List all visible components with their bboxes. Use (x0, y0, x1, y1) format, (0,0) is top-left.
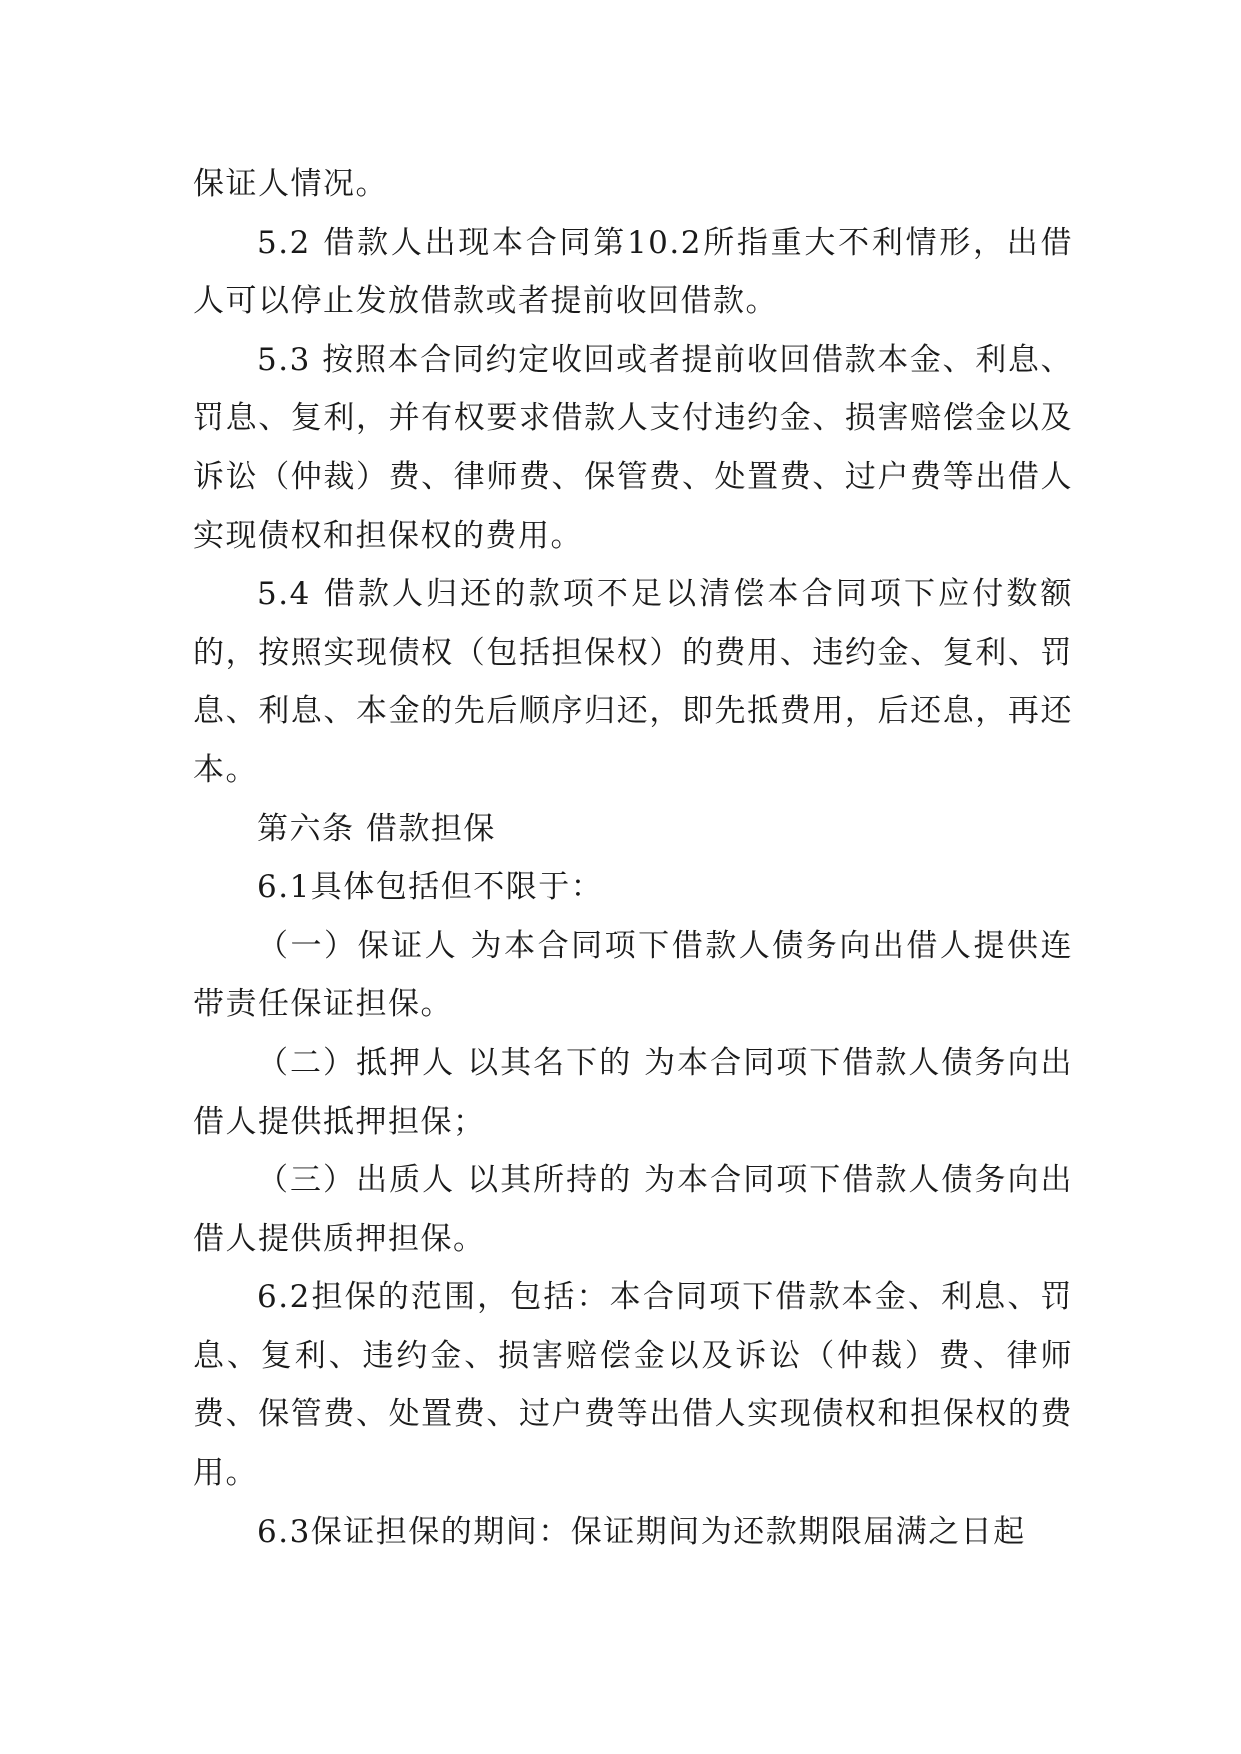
paragraph-6-1: 6.1具体包括但不限于： (257, 869, 604, 906)
document-body (193, 155, 1073, 1561)
paragraph-5-2: 5.2 借款人出现本合同第10.2所指重大不利情形，出借人可以停止发放借款或者提前收回借款。 (193, 224, 1073, 320)
paragraph-5-3: 5.3 按照本合同约定收回或者提前收回借款本金、利息、罚息、复利，并有权要求借款人支付违约金、损害赔偿金以及诉讼（仲裁）费、律师费、保管费、处置费、过户费等出借人实现债权和担保权的费用。 (193, 341, 1073, 554)
paragraph-5-4: 5.4 借款人归还的款项不足以清偿本合同项下应付数额的，按照实现债权（包括担保权）的费用、违约金、复利、罚息、利息、本金的先后顺序归还，即先抵费用，后还息，再还本。 (193, 576, 1073, 788)
paragraph-6-3: 6.3保证担保的期间：保证期间为还款期限届满之日起 (257, 1513, 1026, 1550)
paragraph-6-1-item-3: （三）出质人 以其所持的 为本合同项下借款人债务向出借人提供质押担保。 (193, 1162, 1073, 1257)
paragraph-6-1-item-2: （二）抵押人 以其名下的 为本合同项下借款人债务向出借人提供抵押担保； (193, 1044, 1073, 1140)
paragraph-6-2: 6.2担保的范围，包括：本合同项下借款本金、利息、罚息、复利、违约金、损害赔偿金以及诉讼（仲裁）费、律师费、保管费、处置费、过户费等出借人实现债权和担保权的费用。 (193, 1279, 1073, 1492)
article-6-heading: 第六条 借款担保 (257, 810, 496, 847)
paragraph-6-1-item-1: （一）保证人 为本合同项下借款人债务向出借人提供连带责任保证担保。 (193, 927, 1073, 1023)
paragraph-guarantor-status: 保证人情况。 (193, 166, 388, 202)
